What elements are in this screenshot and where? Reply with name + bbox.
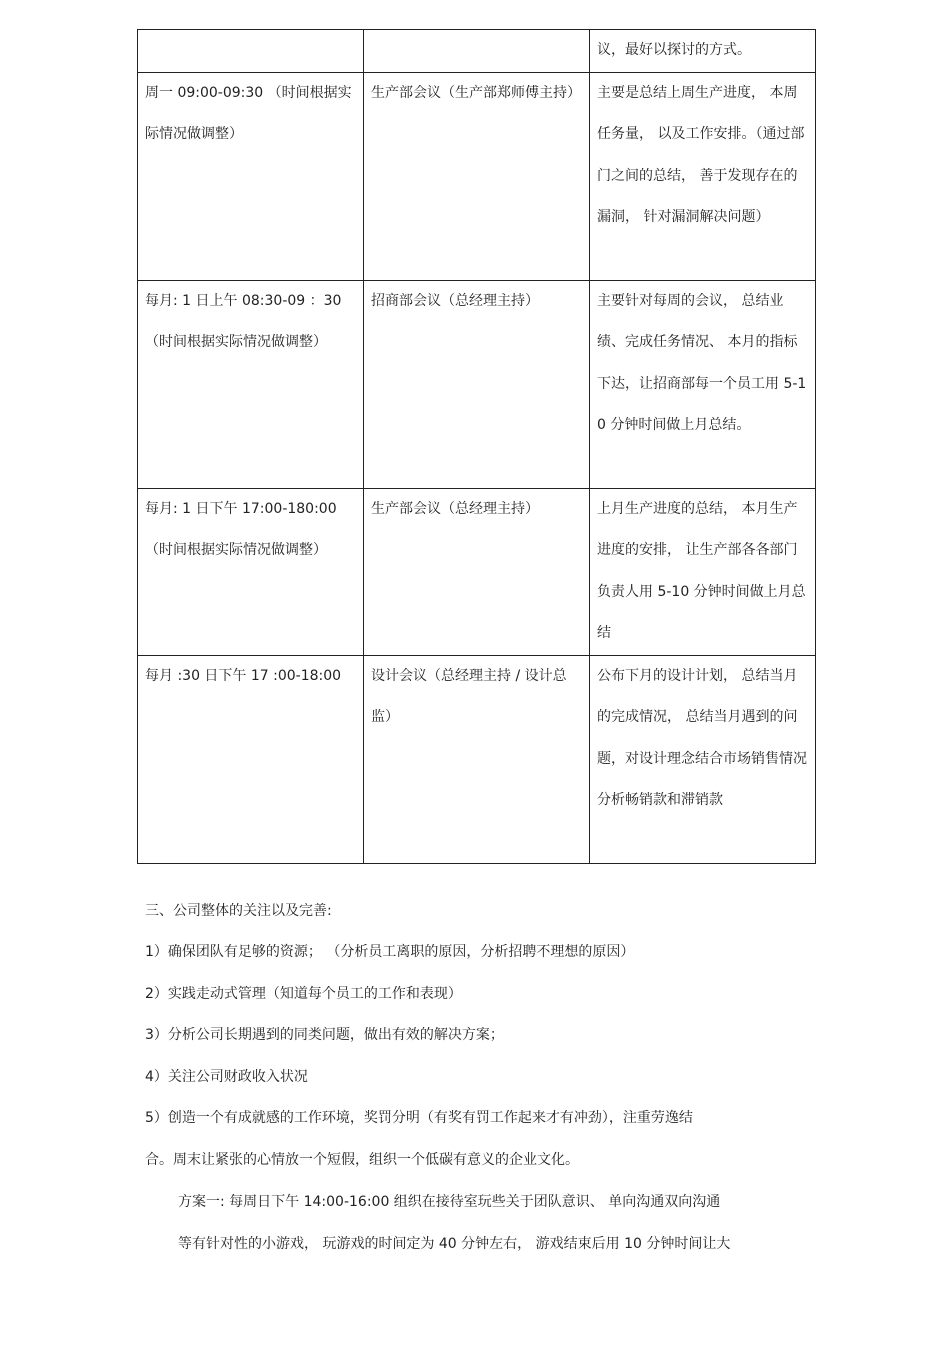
time-cell: 每月: 1 日下午 17:00-180:00（时间根据实际情况做调整） xyxy=(138,488,364,655)
section-heading: 三、公司整体的关注以及完善: xyxy=(145,903,332,919)
plan-paragraph: 方案一: 每周日下午 14:00-16:00 组织在接待室玩些关于团队意识、 单向沟通双向沟通 xyxy=(178,1194,721,1210)
meeting-cell xyxy=(364,30,590,73)
time-cell: 周一 09:00-09:30 （时间根据实际情况做调整） xyxy=(138,72,364,280)
content-cell: 主要针对每周的会议， 总结业绩、完成任务情况、 本月的指标下达，让招商部每一个员工用 5-10 分钟时间做上月总结。 xyxy=(590,280,816,488)
content-cell: 议，最好以探讨的方式。 xyxy=(590,30,816,73)
table-row xyxy=(138,30,816,73)
plan-paragraph: 等有针对性的小游戏， 玩游戏的时间定为 40 分钟左右， 游戏结束后用 10 分钟时间让大 xyxy=(178,1236,731,1252)
table-row xyxy=(138,655,816,863)
content-cell: 公布下月的设计计划， 总结当月的完成情况， 总结当月遇到的问题，对设计理念结合市场销售情况分析畅销款和滞销款 xyxy=(590,655,816,863)
list-item: 4）关注公司财政收入状况 xyxy=(145,1069,308,1085)
meeting-cell: 生产部会议（总经理主持） xyxy=(364,488,590,655)
list-item: 2）实践走动式管理（知道每个员工的工作和表现） xyxy=(145,986,462,1002)
time-cell xyxy=(138,30,364,73)
list-item: 合。周末让紧张的心情放一个短假，组织一个低碳有意义的企业文化。 xyxy=(145,1152,579,1168)
table-row xyxy=(138,488,816,655)
meeting-schedule-table xyxy=(137,29,816,864)
content-cell: 主要是总结上周生产进度， 本周任务量， 以及工作安排。（通过部门之间的总结， 善于发现存在的漏洞， 针对漏洞解决问题） xyxy=(590,72,816,280)
list-item: 3）分析公司长期遇到的同类问题，做出有效的解决方案； xyxy=(145,1027,504,1043)
time-cell: 每月 :30 日下午 17 :00-18:00 xyxy=(138,655,364,863)
table-row xyxy=(138,72,816,280)
list-item: 5）创造一个有成就感的工作环境，奖罚分明（有奖有罚工作起来才有冲劲），注重劳逸结 xyxy=(145,1110,693,1126)
meeting-cell: 生产部会议（生产部郑师傅主持） xyxy=(364,72,590,280)
content-cell: 上月生产进度的总结， 本月生产进度的安排， 让生产部各各部门负责人用 5-10 分钟时间做上月总结 xyxy=(590,488,816,655)
time-cell: 每月: 1 日上午 08:30-09 ：30（时间根据实际情况做调整） xyxy=(138,280,364,488)
meeting-cell: 招商部会议（总经理主持） xyxy=(364,280,590,488)
list-item: 1）确保团队有足够的资源； （分析员工离职的原因，分析招聘不理想的原因） xyxy=(145,944,635,960)
table-row xyxy=(138,280,816,488)
meeting-cell: 设计会议（总经理主持 / 设计总监） xyxy=(364,655,590,863)
